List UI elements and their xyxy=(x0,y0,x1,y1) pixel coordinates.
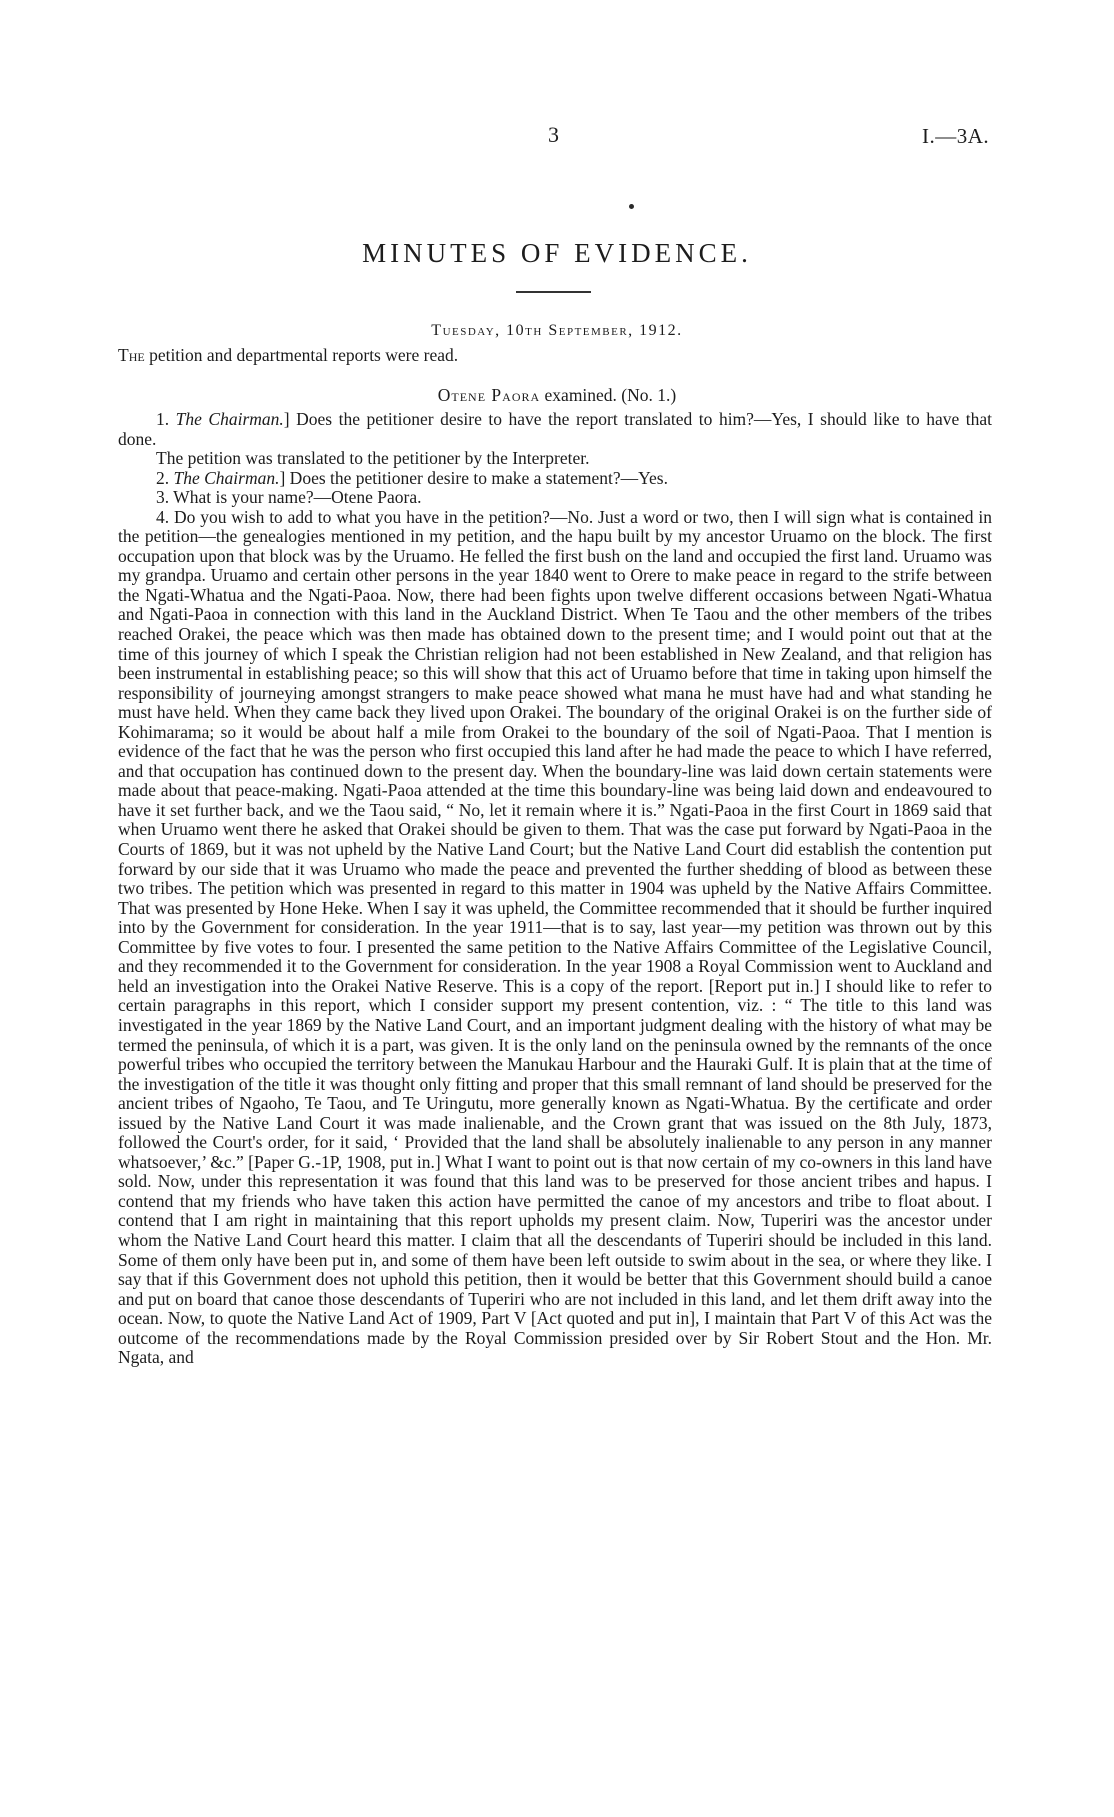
document-reference: I.—3A. xyxy=(922,124,990,148)
question-2 xyxy=(118,469,992,489)
intro-line xyxy=(118,345,458,366)
intro-rest: petition and departmental reports were read. xyxy=(144,345,459,365)
question-number: 1. xyxy=(156,409,176,429)
witness-rest: examined. (No. 1.) xyxy=(540,385,677,405)
question-4: 4. Do you wish to add to what you have in the petition?—No. Just a word or two, then I will sign what is contained in the petition—the genealogies mentioned in my petition, and the hapu built by my ancestor Uruamo on the block. The first occupation upon that block was by the Uruamo. He felled the first bush on the land and occupied the first land. Uruamo was my grandpa. Uruamo and certain other persons in the year 1840 went to Orere to make peace in regard to the strife between the Ngati-Whatua and the Ngati-Paoa. Now, there had been fights upon twelve different occasions between Ngati-Whatua and Ngati-Paoa in connection with this land in the Auckland District. When Te Taou and the other members of the tribes reached Orakei, the peace which was then made has obtained down to the present time; and I would point out that at the time of this journey of which I speak the Christian religion had not been established in New Zealand, and that religion has been instrumental in establishing peace; so this will show that this act of Uruamo before that time in taking upon himself the responsibility of journeying amongst strangers to make peace showed what mana he must have had and what standing he must have held. When they came back they lived upon Orakei. The boundary of the original Orakei is on the further side of Kohimarama; so it would be about half a mile from Orakei to the boundary of the soil of Ngati-Paoa. That I mention is evidence of the fact that he was the person who first occupied this land after he had made the peace to which I have referred, and that occupation has continued down to the present day. When the boundary-line was laid down certain statements were made about that peace-making. Ngati-Paoa attended at the time this boundary-line was being laid down and endeavoured to have it set further back, and we the Taou said, “ No, let it remain where it is.” Ngati-Paoa in the first Court in 1869 said that when Uruamo went there he asked that Orakei should be given to them. That was the case put forward by Ngati-Paoa in the Courts of 1869, but it was not upheld by the Native Land Court; but the Native Land Court did establish the contention put forward by our side that it was Uruamo who made the peace and prevented the further shedding of blood as between these two tribes. The petition which was presented in regard to this matter in 1904 was upheld by the Native Affairs Committee. That was presented by Hone Heke. When I say it was upheld, the Committee recommended that it should be further inquired into by the Government for consideration. In the year 1911—that is to say, last year—my petition was thrown out by this Committee by five votes to four. I presented the same petition to the Native Affairs Committee of the Legislative Council, and they recommended it to the Government for consideration. In the year 1908 a Royal Commission went to Auckland and held an investigation into the Orakei Native Reserve. This is a copy of the report. [Report put in.] I should like to refer to certain paragraphs in this report, which I consider support my present contention, viz. : “ The title to this land was investigated in the year 1869 by the Native Land Court, and an important judgment dealing with the history of what may be termed the peninsula, of which it is a part, was given. It is the only land on the peninsula owned by the remnants of the once powerful tribes who occupied the territory between the Manukau Harbour and the Hauraki Gulf. It is plain that at the time of the investigation of the title it was thought only fitting and proper that this small remnant of land should be preserved for the ancient tribes of Ngaoho, Te Taou, and Te Uringutu, more generally known as Ngati-Whatua. By the certificate and order issued by the Native Land Court it was made inalienable, and the Crown grant that was issued on the 8th July, 1873, followed the Court's order, for it said, ‘ Provided that the land shall be absolutely inalienable to any person in any manner whatsoever,’ &c.” [Paper G.-1P, 1908, put in.] What I want to point out is that now certain of my co-owners in this land have sold. Now, under this representation it was found that this land was to be preserved for those ancient tribes and hapus. I contend that my friends who have taken this action have permitted the canoe of my ancestors and tribe to float about. I contend that I am right in maintaining that this report upholds my present claim. Now, Tuperiri was the ancestor under whom the Native Land Court heard this matter. I claim that all the descendants of Tuperiri should be included in this land. Some of them only have been put in, and some of them have been left outside to swim about in the sea, or where they like. I say that if this Government does not uphold this petition, then it would be better that this Government should build a canoe and put on board that canoe those descendants of Tuperiri who are not included in this land, and let them drift away into the ocean. Now, to quote the Native Land Act of 1909, Part V [Act quoted and put in], I maintain that Part V of this Act was the outcome of the recommendations made by the Royal Commission presided over by Sir Robert Stout and the Hon. Mr. Ngata, and xyxy=(118,506,992,1368)
witness-heading xyxy=(0,385,1114,406)
question-3: 3. What is your name?—Otene Paora. xyxy=(156,487,422,508)
evidence-body xyxy=(118,410,992,1368)
title-divider xyxy=(516,291,591,293)
page-title: MINUTES OF EVIDENCE. xyxy=(362,238,752,268)
question-1 xyxy=(118,410,992,449)
question-text: ] Does the petitioner desire to have the report translated to him?—Yes, I should like to have that done. xyxy=(118,409,993,449)
question-text: ] Does the petitioner desire to make a statement?—Yes. xyxy=(279,467,668,488)
speaker: The Chairman. xyxy=(173,467,280,488)
witness-name: Otene Paora xyxy=(437,385,541,405)
question-number: 2. xyxy=(156,467,174,488)
intro-lead: The xyxy=(118,345,145,365)
page-number: 3 xyxy=(548,122,559,147)
session-date: Tuesday, 10th September, 1912. xyxy=(431,322,683,339)
translation-note: The petition was translated to the petitioner by the Interpreter. xyxy=(156,448,590,469)
decorative-dot xyxy=(629,204,634,209)
speaker: The Chairman. xyxy=(175,409,284,429)
